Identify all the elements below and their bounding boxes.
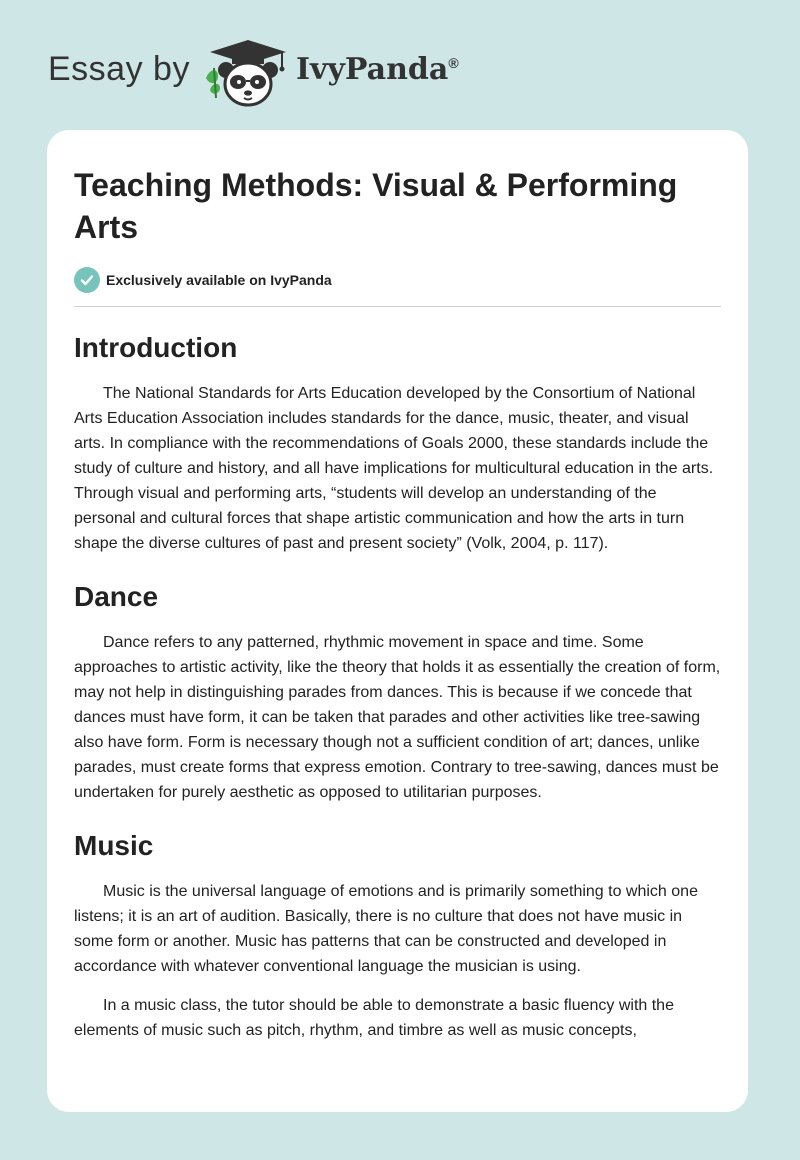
- site-header: [0, 0, 800, 130]
- logo-link[interactable]: [202, 38, 294, 110]
- divider: [74, 306, 721, 307]
- section-music: [74, 829, 721, 1043]
- exclusive-badge: [74, 266, 721, 294]
- paragraph: Music is the universal language of emotions and is primarily something to which one listens; it is an art of audition. Basically, there is no culture that does not have music in some form or another. Music has patterns that can be constructed and developed in accordance with whatever conventional language the musician is using.: [74, 883, 698, 975]
- paragraph: The National Standards for Arts Education developed by the Consortium of National Arts Education Association includes standards for the dance, music, theater, and visual arts. In compliance with the recommendations of Goals 2000, these standards include the study of culture and history, and all have implications for multicultural education in the arts. Through visual and performing arts, “students will develop an understanding of the personal and cultural forces that shape artistic communication and how the arts in turn shape the diverse cultures of past and present society” (Volk, 2004, p. 117).: [74, 385, 714, 552]
- paragraph: In a music class, the tutor should be able to demonstrate a basic fluency with the elements of music such as pitch, rhythm, and timbre as well as music concepts,: [74, 997, 674, 1039]
- section-introduction: [74, 331, 721, 556]
- essay-by-label: Essay by: [48, 50, 190, 88]
- essay-card: [47, 130, 748, 1112]
- brand-name[interactable]: [296, 52, 459, 87]
- check-icon: [74, 267, 100, 293]
- panda-graduate-icon: [202, 38, 294, 110]
- page-title: Teaching Methods: Visual & Performing Arts: [74, 167, 678, 245]
- section-heading: Dance: [74, 581, 159, 612]
- ivy-leaf-icon: [206, 68, 220, 98]
- section-heading: Music: [74, 830, 154, 861]
- registered-mark: ®: [448, 55, 459, 71]
- brand-text: IvyPanda: [296, 52, 449, 87]
- exclusive-label: Exclusively available on IvyPanda: [106, 272, 332, 288]
- section-dance: [74, 580, 721, 805]
- section-heading: Introduction: [74, 332, 238, 363]
- paragraph: Dance refers to any patterned, rhythmic movement in space and time. Some approaches to artistic activity, like the theory that holds it as essentially the creation of form, may not help in distinguishing parades from dances. This is because if we concede that dances must have form, it can be taken that parades and other activities like tree-sawing also have form. Form is necessary though not a sufficient condition of art; dances, unlike parades, must create forms that express emotion. Contrary to tree-sawing, dances must be undertaken for purely aesthetic as opposed to utilitarian purposes.: [74, 634, 721, 801]
